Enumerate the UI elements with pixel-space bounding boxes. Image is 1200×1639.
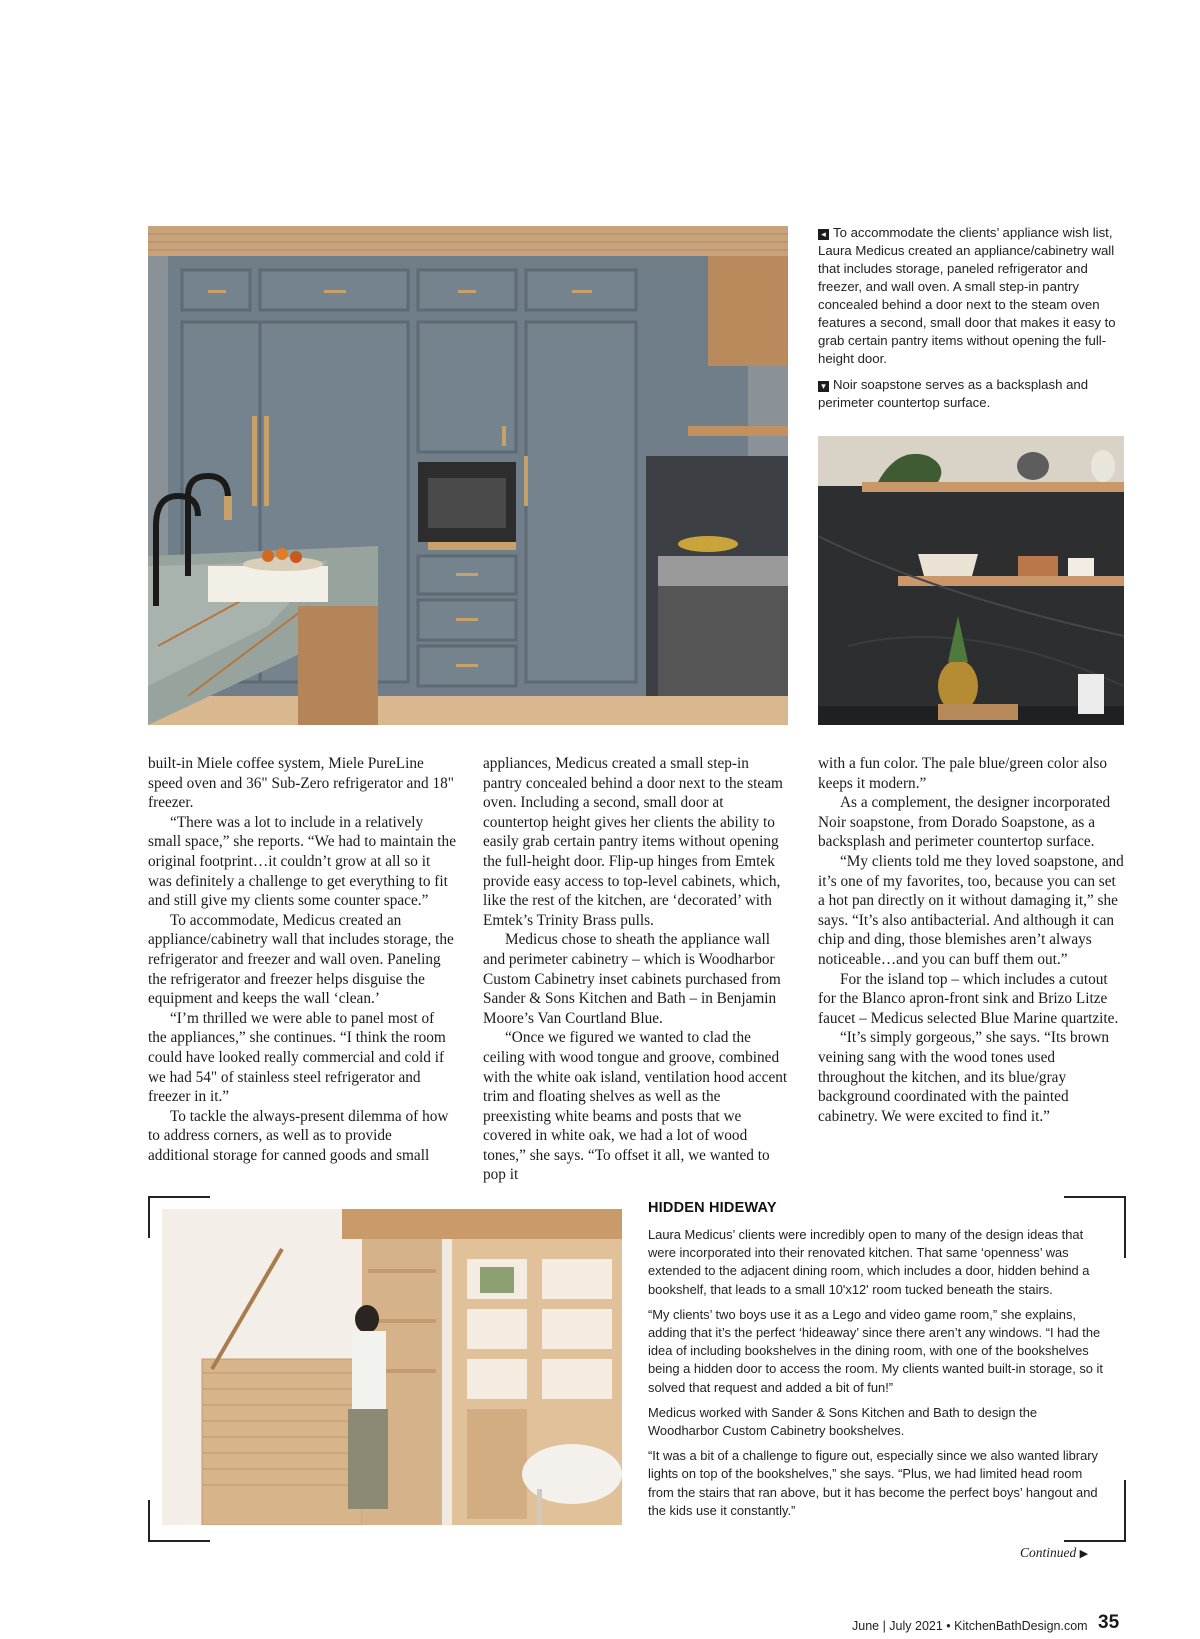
caption-2-text: Noir soapstone serves as a backsplash and perimeter countertop surface. [818, 377, 1089, 410]
paragraph: For the island top – which includes a cutout for the Blanco apron-front sink and Brizo Litze faucet – Medicus selected Blue Marine quartzite. [818, 970, 1119, 1027]
hidden-bookshelf-door-photo [162, 1209, 622, 1525]
continued-label: Continued [1020, 1545, 1077, 1560]
sidebar-body [648, 1226, 1108, 1527]
photo-captions [818, 224, 1118, 420]
page-number: 35 [1098, 1612, 1120, 1633]
play-arrow-icon: ▶ [1079, 1548, 1089, 1560]
sidebar-title: HIDDEN HIDEWAY [648, 1200, 777, 1216]
soapstone-shelves-photo [818, 436, 1124, 725]
paragraph: “I’m thrilled we were able to panel most of the appliances,” she continues. “I think the room could have looked really commercial and cold if we had 54" of stainless steel refrigerator and freezer in it.” [148, 1009, 446, 1106]
caption-2 [818, 376, 1118, 412]
arrow-down-icon: ▾ [818, 381, 829, 392]
paragraph: “Once we figured we wanted to clad the ceiling with wood tongue and groove, combined with the white oak island, ventilation hood accent trim and floating shelves as well as the preexisting white beams and posts that we covered in white oak, we had a lot of wood tones,” she says. “To offset it all, we wanted to pop it [483, 1029, 788, 1184]
sidebar-paragraph: Laura Medicus’ clients were incredibly open to many of the design ideas that were incorporated into their renovated kitchen. That same ‘openness’ was extended to the adjacent dining room, which includes a door, hidden behind a bookshelf, that leads to a small 10'x12' room tucked beneath the stairs. [648, 1227, 1090, 1297]
issue-date: June | July 2021 [852, 1619, 943, 1633]
sidebar-paragraph: “My clients’ two boys use it as a Lego and video game room,” she explains, adding that it’s the perfect ‘hideaway’ since there aren’t any windows. “I had the idea of including bookshelves in the dining room, with one of the bookshelves being a hidden door to access the room. My clients wanted built-in storage, so it solved that request and added a bit of fun!” [648, 1306, 1103, 1395]
paragraph: “My clients told me they loved soapstone, and it’s one of my favorites, too, because you can set a hot pan directly on it without damaging it,” she says. “It’s also antibacterial. And although it can chip and ding, those blemishes aren’t always noticeable…and you can buff them out.” [818, 852, 1124, 968]
caption-1 [818, 224, 1118, 368]
arrow-left-icon: ◂ [818, 229, 829, 240]
page-footer [852, 1619, 1088, 1633]
paragraph: with a fun color. The pale blue/green color also keeps it modern.” [818, 755, 1107, 792]
website-link[interactable]: KitchenBathDesign.com [954, 1619, 1088, 1633]
paragraph: “There was a lot to include in a relatively small space,” she reports. “We had to maintain the original footprint…it couldn’t grow at all so it was definitely a challenge to get everything to fit and still give my clients some counter space.” [148, 813, 456, 910]
article-column-2 [483, 754, 791, 1185]
paragraph: built-in Miele coffee system, Miele PureLine speed oven and 36" Sub-Zero refrigerator and 18" freezer. [148, 755, 454, 812]
bullet-separator: • [946, 1619, 955, 1633]
article-column-1 [148, 754, 456, 1165]
caption-1-text: To accommodate the clients’ appliance wish list, Laura Medicus created an appliance/cabinetry wall that includes storage, paneled refrigerator and freezer, and wall oven. A small step-in pantry concealed behind a door next to the steam oven features a second, small door that makes it easy to grab certain pantry items without opening the full-height door. [818, 225, 1116, 366]
kitchen-appliance-wall-photo [148, 226, 788, 725]
paragraph: “It’s simply gorgeous,” she says. “Its brown veining sang with the wood tones used throughout the kitchen, and its blue/gray background coordinated with the painted cabinetry. We were excited to find it.” [818, 1029, 1110, 1125]
article-column-3 [818, 754, 1126, 1126]
sidebar-paragraph: Medicus worked with Sander & Sons Kitchen and Bath to design the Woodharbor Custom Cabinetry bookshelves. [648, 1404, 1038, 1439]
paragraph: To tackle the always-present dilemma of how to address corners, as well as to provide additional storage for canned goods and small [148, 1107, 449, 1164]
paragraph: As a complement, the designer incorporated Noir soapstone, from Dorado Soapstone, as a backsplash and perimeter countertop surface. [818, 794, 1111, 851]
paragraph: To accommodate, Medicus created an appliance/cabinetry wall that includes storage, the refrigerator and freezer and wall oven. Paneling the refrigerator and freezer helps disguise the equipment and keeps the wall ‘clean.’ [148, 911, 454, 1008]
paragraph: Medicus chose to sheath the appliance wall and perimeter cabinetry – which is Woodharbor Custom Cabinetry inset cabinets purchased from Sander & Sons Kitchen and Bath – in Benjamin Moore’s Van Courtland Blue. [483, 931, 781, 1027]
paragraph: appliances, Medicus created a small step-in pantry concealed behind a door next to the steam oven. Including a second, small door at countertop height gives her clients the ability to easily grab certain pantry items without opening the full-height door. Flip-up hinges from Emtek provide easy access to top-level cabinets, which, like the rest of the kitchen, are ‘decorated’ with Emtek’s Trinity Brass pulls. [483, 755, 783, 929]
sidebar-paragraph: “It was a bit of a challenge to figure out, especially since we also wanted library lights on top of the bookshelves,” she says. “Plus, we had limited head room from the stairs that ran above, but it has become the perfect boys’ hangout and the kids use it constantly.” [648, 1448, 1098, 1518]
continued-link[interactable] [1020, 1545, 1088, 1561]
